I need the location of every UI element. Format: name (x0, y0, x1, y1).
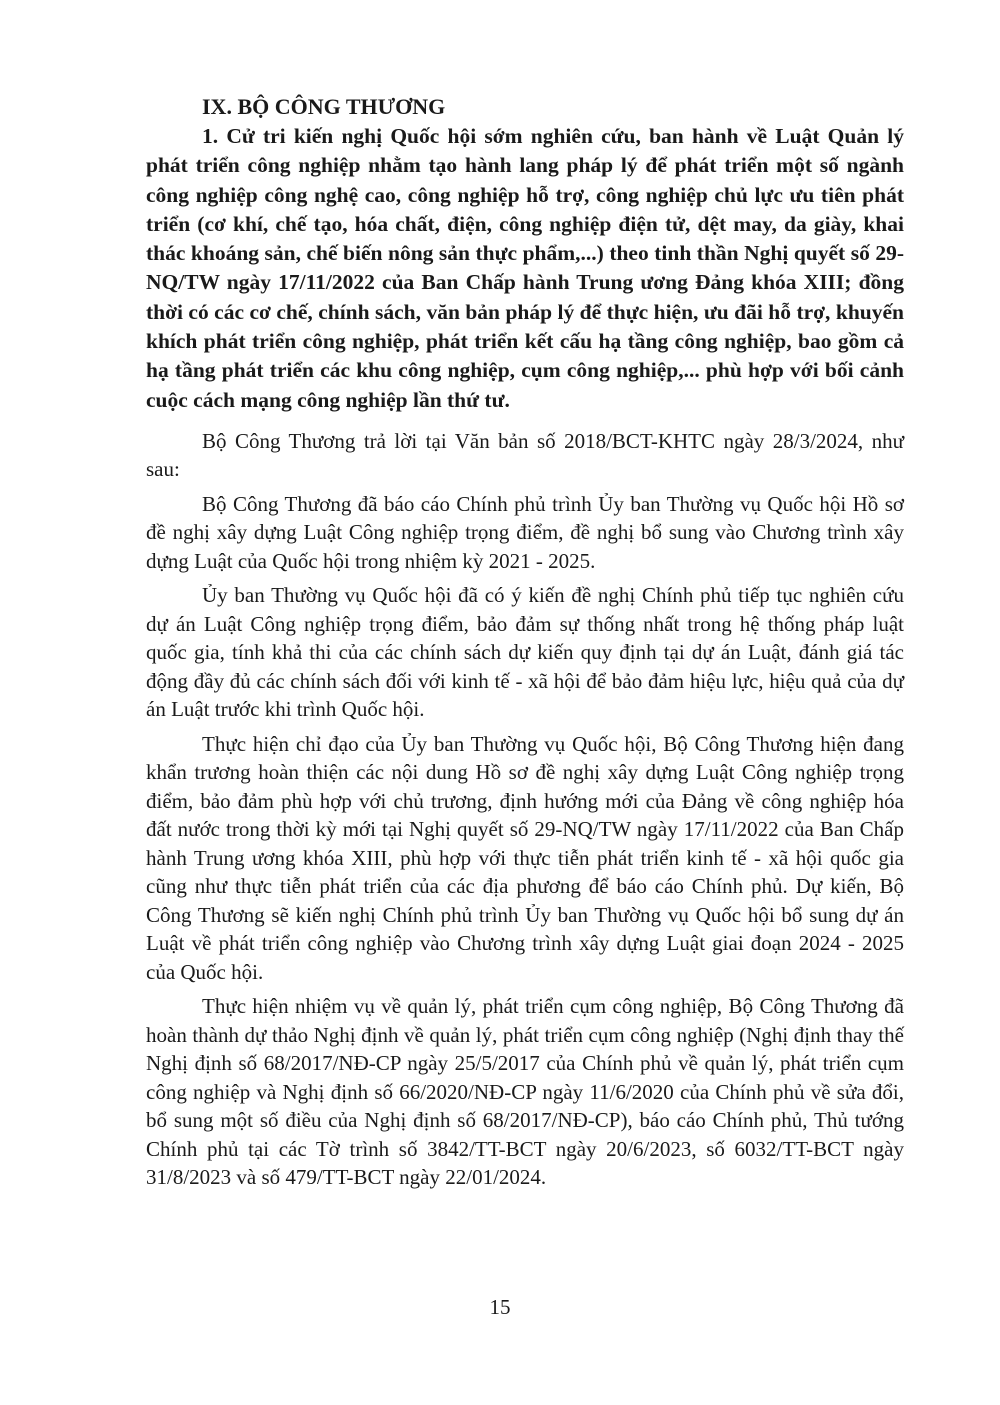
document-body (146, 92, 904, 1192)
answer-paragraph-2: Ủy ban Thường vụ Quốc hội đã có ý kiến đề nghị Chính phủ tiếp tục nghiên cứu dự án Luật Công nghiệp trọng điểm, bảo đảm sự thống nhất trong hệ thống pháp luật quốc gia, tính khả thi của các chính sách dự kiến quy định tại dự án Luật, đánh giá tác động đầy đủ các chính sách đối với kinh tế - xã hội để bảo đảm hiệu lực, hiệu quả của dự án Luật trước khi trình Quốc hội. (146, 583, 904, 722)
answer-intro: Bộ Công Thương trả lời tại Văn bản số 2018/BCT-KHTC ngày 28/3/2024, như sau: (146, 428, 904, 482)
section-heading: IX. BỘ CÔNG THƯƠNG (202, 94, 446, 119)
answer-paragraph-4: Thực hiện nhiệm vụ về quản lý, phát triển cụm công nghiệp, Bộ Công Thương đã hoàn thành dự thảo Nghị định về quản lý, phát triển cụm công nghiệp (Nghị định thay thế Nghị định số 68/2017/NĐ-CP ngày 25/5/2017 của Chính phủ về quản lý, phát triển cụm công nghiệp và Nghị định số 66/2020/NĐ-CP ngày 11/6/2020 của Chính phủ về sửa đổi, bổ sung một số điều của Nghị định số 68/2017/NĐ-CP), báo cáo Chính phủ, Thủ tướng Chính phủ tại các Tờ trình số 3842/TT-BCT ngày 20/6/2023, số 6032/TT-BCT ngày 31/8/2023 và số 479/TT-BCT ngày 22/01/2024. (146, 994, 904, 1190)
page-number: 15 (489, 1295, 511, 1319)
answer-paragraph-3: Thực hiện chỉ đạo của Ủy ban Thường vụ Quốc hội, Bộ Công Thương hiện đang khẩn trương hoàn thiện các nội dung Hồ sơ đề nghị xây dựng Luật Công nghiệp trọng điểm, bảo đảm phù hợp với chủ trương, định hướng mới của Đảng về công nghiệp hóa đất nước trong thời kỳ mới tại Nghị quyết số 29-NQ/TW ngày 17/11/2022 của Ban Chấp hành Trung ương khóa XIII, phù hợp với thực tiễn phát triển kinh tế - xã hội quốc gia cũng như thực tiễn phát triển của các địa phương để báo cáo Chính phủ. Dự kiến, Bộ Công Thương sẽ kiến nghị Chính phủ trình Ủy ban Thường vụ Quốc hội bổ sung dự án Luật về phát triển công nghiệp vào Chương trình xây dựng Luật giai đoạn 2024 - 2025 của Quốc hội. (146, 731, 904, 984)
answer-paragraph-1: Bộ Công Thương đã báo cáo Chính phủ trình Ủy ban Thường vụ Quốc hội Hồ sơ đề nghị xây dựng Luật Công nghiệp trọng điểm, đề nghị bổ sung vào Chương trình xây dựng Luật của Quốc hội trong nhiệm kỳ 2021 - 2025. (146, 491, 904, 573)
voter-petition: 1. Cử tri kiến nghị Quốc hội sớm nghiên cứu, ban hành về Luật Quản lý phát triển công nghiệp nhằm tạo hành lang pháp lý để phát triển một số ngành công nghiệp công nghệ cao, công nghiệp hỗ trợ, công nghiệp chủ lực ưu tiên phát triển (cơ khí, chế tạo, hóa chất, điện, công nghiệp điện tử, dệt may, da giày, khai thác khoáng sản, chế biến nông sản thực phẩm,...) theo tinh thần Nghị quyết số 29-NQ/TW ngày 17/11/2022 của Ban Chấp hành Trung ương Đảng khóa XIII; đồng thời có các cơ chế, chính sách, văn bản pháp lý để thực hiện, ưu đãi hỗ trợ, khuyến khích phát triển công nghiệp, phát triển kết cấu hạ tầng công nghiệp, bao gồm cả hạ tầng phát triển các khu công nghiệp, cụm công nghiệp,... phù hợp với bối cảnh cuộc cách mạng công nghiệp lần thứ tư. (146, 124, 904, 412)
